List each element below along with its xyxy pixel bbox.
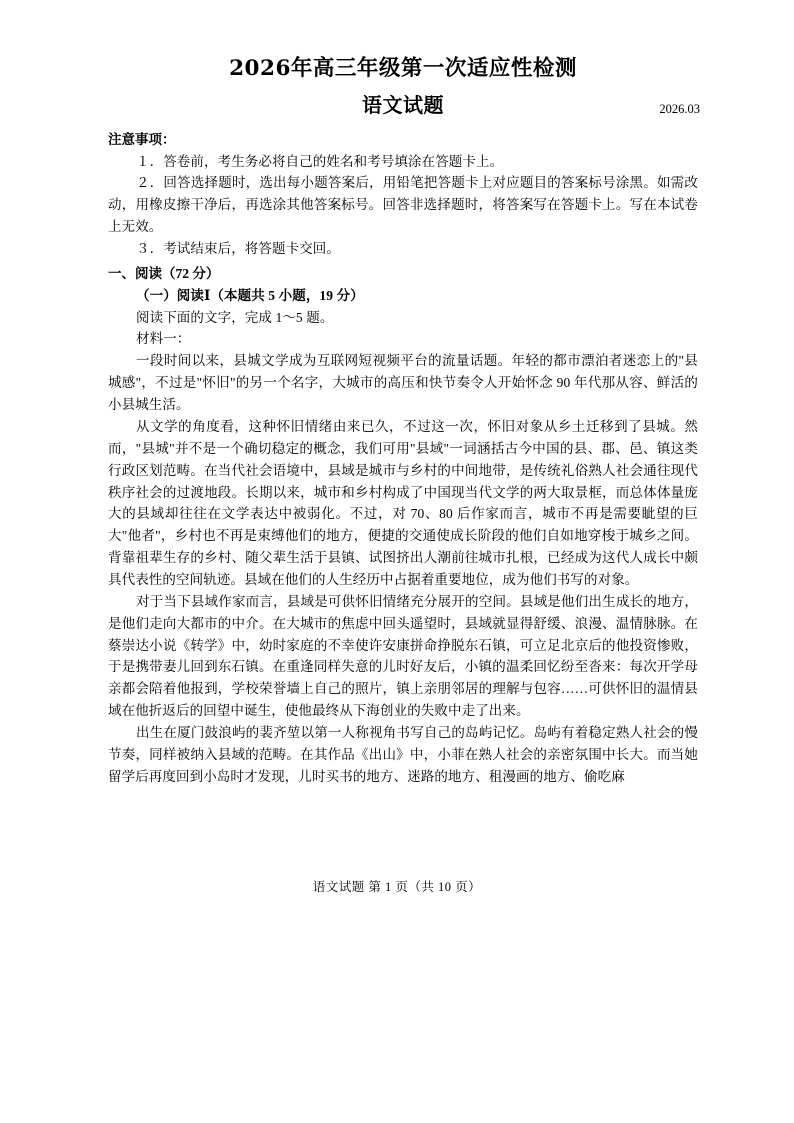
page-title: 2026年高三年级第一次适应性检测	[229, 56, 577, 81]
page-footer: 语文试题 第 1 页（共 10 页）	[312, 880, 482, 894]
body-paragraph-3: 对于当下县域作家而言，县域是可供怀旧情绪充分展开的空间。县域是他们出生成长的地方，是他们走向大都市的中介。在大城市的焦虑中回头遥望时，县域就显得舒缓、浪漫、温情脉脉。在蔡崇达小说《转学》中，幼时家庭的不幸使许安康拼命挣脱东石镇，可立足北京后的他投资惨败，于是携带妻儿回到东石镇。在重逢同样失意的儿时好友后，小镇的温柔回忆纷至沓来：每次开学母亲都会陪着他报到，学校荣誉墙上自己的照片，镇上亲朋邻居的理解与包容……可供怀旧的温情县域在他折返后的回望中诞生，使他最终从下海创业的失败中走了出来。	[108, 593, 698, 719]
section-one-heading: 一、阅读（72 分）	[108, 265, 220, 281]
body-paragraph-1: 一段时间以来，县城文学成为互联网短视频平台的流量话题。年轻的都市漂泊者迷恋上的"县城感"，不过是"怀旧"的另一个名字，大城市的高压和快节奏令人开始怀念 90 年代那从容、鲜活的小县城生活。	[108, 353, 698, 413]
material-label: 材料一：	[136, 331, 191, 347]
notice-item-2: ２．回答选择题时，选出每小题答案后，用铅笔把答题卡上对应题目的答案标号涂黑。如需改动，用橡皮擦干净后，再选涂其他答案标号。回答非选择题时，将答案写在答题卡上。写在本试卷上无效。	[108, 175, 698, 235]
subject-title	[108, 89, 698, 118]
notice-item-3: ３．考试结束后，将答题卡交回。	[136, 241, 340, 257]
notice-heading: 注意事项：	[108, 132, 176, 148]
body-paragraph-2: 从文学的角度看，这种怀旧情绪由来已久，不过这一次，怀旧对象从乡土迁移到了县城。然而，"县城"并不是一个确切稳定的概念，我们可用"县域"一词涵括古今中国的县、郡、邑、镇这类行政区划范畴。在当代社会语境中，县域是城市与乡村的中间地带，是传统礼俗熟人社会通往现代秩序社会的过渡地段。长期以来，城市和乡村构成了中国现当代文学的两大取景框，而总体体量庞大的县域却往往在文学表达中被弱化。不过，对 70、80 后作家而言，城市不再是需要眦望的巨大"他者"，乡村也不再是束缚他们的地方，便捷的交通使成长阶段的他们自如地穿梭于城乡之间。背靠祖辈生存的乡村、随父辈生活于县镇、试图挤出人潮前往城市扎根，已经成为这代人成长中颇具代表性的空间轨迹。县域在他们的人生经历中占据着重要地位，成为他们书写的对象。	[108, 418, 698, 587]
reading-instruction: 阅读下面的文字，完成 1～5 题。	[136, 309, 334, 325]
subject-title-text: 语文试题	[362, 93, 444, 118]
exam-date: 2026.03	[659, 102, 700, 117]
subsection-one-heading: （一）阅读Ⅰ（本题共 5 小题，19 分）	[136, 287, 364, 303]
notice-item-1: １．答卷前，考生务必将自己的姓名和考号填涂在答题卡上。	[136, 153, 504, 169]
body-paragraph-4: 出生在厦门鼓浪屿的裴齐堃以第一人称视角书写自己的岛屿记忆。岛屿有着稳定熟人社会的慢节奏，同样被纳入县域的范畴。在其作品《出山》中，小菲在熟人社会的亲密氛围中长大。而当她留学后再度回到小岛时才发现，儿时买书的地方、迷路的地方、租漫画的地方、偷吃麻	[108, 724, 698, 784]
